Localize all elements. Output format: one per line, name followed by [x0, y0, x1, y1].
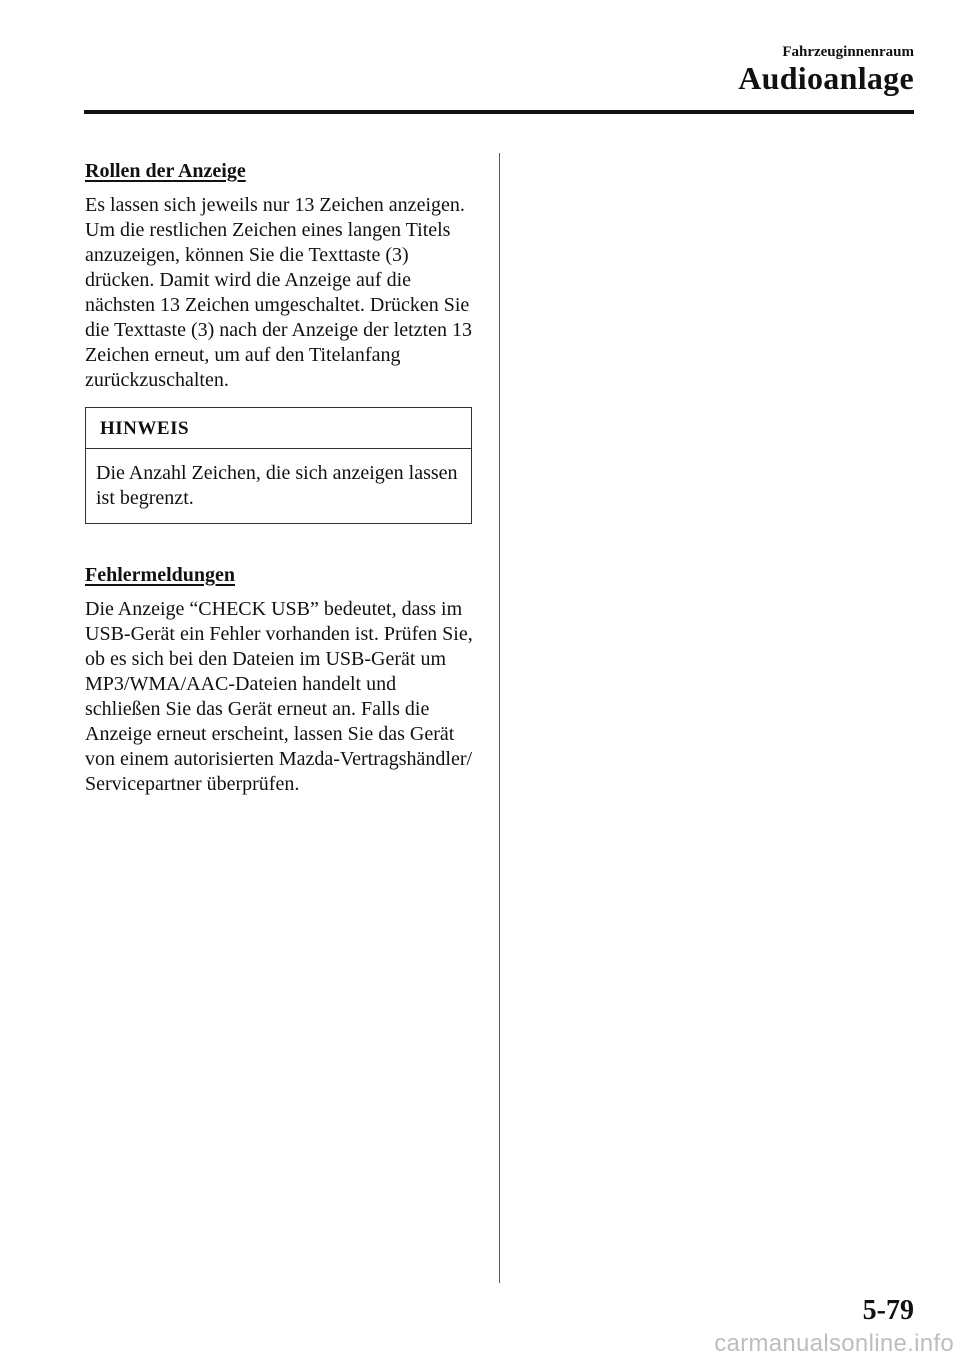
left-column — [85, 160, 473, 797]
watermark: carmanualsonline.info — [714, 1330, 954, 1357]
section-fehlermeldungen — [85, 564, 473, 797]
note-label: HINWEIS — [86, 408, 471, 449]
section-heading: Fehlermeldungen — [85, 564, 235, 586]
header-title: Audioanlage — [738, 60, 914, 96]
section-body: Es lassen sich jeweils nur 13 Zeichen anzeigen. Um die restlichen Zeichen eines langen Titels anzuzeigen, können Sie die Texttaste (3) drücken. Damit wird die Anzeige auf die nächsten 13 Zeichen umgeschaltet. Drücken Sie die Texttaste (3) nach der Anzeige der letzten 13 Zeichen erneut, um auf den Titelanfang zurückzuschalten. — [85, 194, 472, 391]
column-divider — [499, 153, 500, 1283]
section-body: Die Anzeige “CHECK USB” bedeutet, dass im USB-Gerät ein Fehler vorhanden ist. Prüfen Sie, ob es sich bei den Dateien im USB-Gerät um MP3/WMA/AAC-Dateien handelt und schließen Sie das Gerät erneut an. Falls die Anzeige erneut erscheint, lassen Sie das Gerät von einem autorisierten Mazda-Vertragshändler/ Servicepartner überprüfen. — [85, 598, 473, 795]
header-section-label: Fahrzeuginnenraum — [782, 44, 914, 60]
header-rule — [84, 110, 914, 114]
page-number: 5-79 — [862, 1295, 914, 1326]
section-rollen-der-anzeige — [85, 160, 473, 393]
note-text: Die Anzahl Zeichen, die sich anzeigen lassen ist begrenzt. — [96, 462, 458, 509]
note-box — [85, 407, 472, 524]
section-heading: Rollen der Anzeige — [85, 160, 246, 182]
